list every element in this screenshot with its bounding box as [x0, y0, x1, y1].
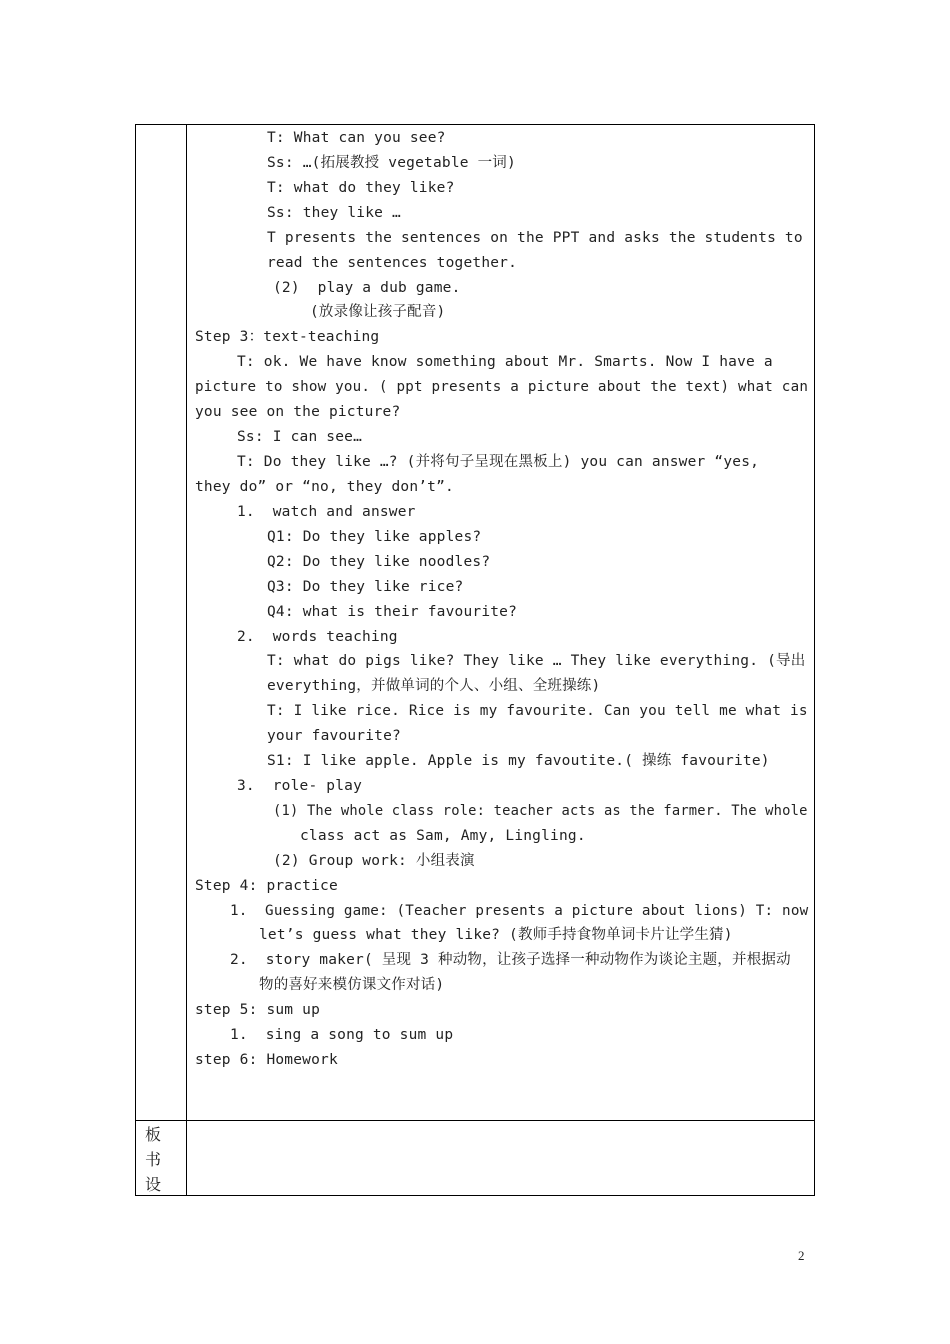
list-item: 3. role- play: [237, 778, 363, 794]
text-line: Q2: Do they like noodles?: [267, 554, 491, 570]
list-item: 1. watch and answer: [237, 504, 416, 520]
text-line: Q3: Do they like rice?: [267, 579, 464, 595]
table-border-right: [814, 124, 815, 1196]
label-char: 书: [145, 1150, 162, 1169]
list-item: 1. sing a song to sum up: [230, 1027, 454, 1043]
text-line: let’s guess what they like? (教师手持食物单词卡片让学生猜): [259, 927, 733, 943]
text-line: T presents the sentences on the PPT and asks the students to: [267, 230, 803, 246]
step-heading: step 5: sum up: [195, 1002, 321, 1018]
text-line: (2) Group work: 小组表演: [273, 853, 475, 869]
step-heading: Step 4: practice: [195, 878, 338, 894]
column-divider: [186, 124, 187, 1196]
list-item: 1. Guessing game: (Teacher presents a picture about lions) T: now: [230, 903, 809, 919]
text-line: (2) play a dub game.: [273, 280, 461, 296]
label-char: 设: [145, 1175, 162, 1194]
text-line: Ss: …(拓展教授 vegetable 一词): [267, 155, 516, 171]
text-line: (放录像让孩子配音): [310, 304, 446, 320]
text-line: T: what do they like?: [267, 180, 455, 196]
step-heading: step 6: Homework: [195, 1052, 338, 1068]
text-line: your favourite?: [267, 728, 401, 744]
table-border-bottom: [135, 1195, 815, 1196]
text-line: T: I like rice. Rice is my favourite. Can you tell me what is: [267, 703, 808, 719]
list-item: 2. words teaching: [237, 629, 398, 645]
text-line: you see on the picture?: [195, 404, 401, 420]
text-line: T: ok. We have know something about Mr. Smarts. Now I have a: [237, 354, 773, 370]
text-line: 物的喜好来模仿课文作对话): [259, 977, 445, 993]
text-line: picture to show you. ( ppt presents a picture about the text) what can: [195, 379, 809, 395]
text-line: T: what do pigs like? They like … They like everything. (导出: [267, 653, 806, 669]
step-heading: Step 3：text-teaching: [195, 329, 380, 345]
text-line: T: Do they like …? (并将句子呈现在黑板上) you can answer “yes,: [237, 454, 760, 470]
text-line: Ss: I can see…: [237, 429, 363, 445]
page-number: 2: [798, 1248, 805, 1263]
table-border-top: [135, 124, 815, 125]
text-line: they do” or “no, they don’t”.: [195, 479, 454, 495]
text-line: read the sentences together.: [267, 255, 518, 271]
label-char: 板: [145, 1125, 162, 1144]
text-line: S1: I like apple. Apple is my favoutite.( 操练 favourite): [267, 753, 770, 769]
row-divider: [135, 1120, 815, 1121]
table-border-left: [135, 124, 136, 1196]
text-line: class act as Sam, Amy, Lingling.: [300, 828, 586, 844]
text-line: everything，并做单词的个人、小组、全班操练): [267, 678, 601, 694]
text-line: T: What can you see?: [267, 130, 446, 146]
text-line: Q4: what is their favourite?: [267, 604, 518, 620]
text-line: Ss: they like …: [267, 205, 401, 221]
text-line: (1) The whole class role: teacher acts as the farmer. The whole: [273, 803, 808, 819]
list-item: 2. story maker( 呈现 3 种动物，让孩子选择一种动物作为谈论主题，并根据动: [230, 952, 791, 968]
text-line: Q1: Do they like apples?: [267, 529, 482, 545]
